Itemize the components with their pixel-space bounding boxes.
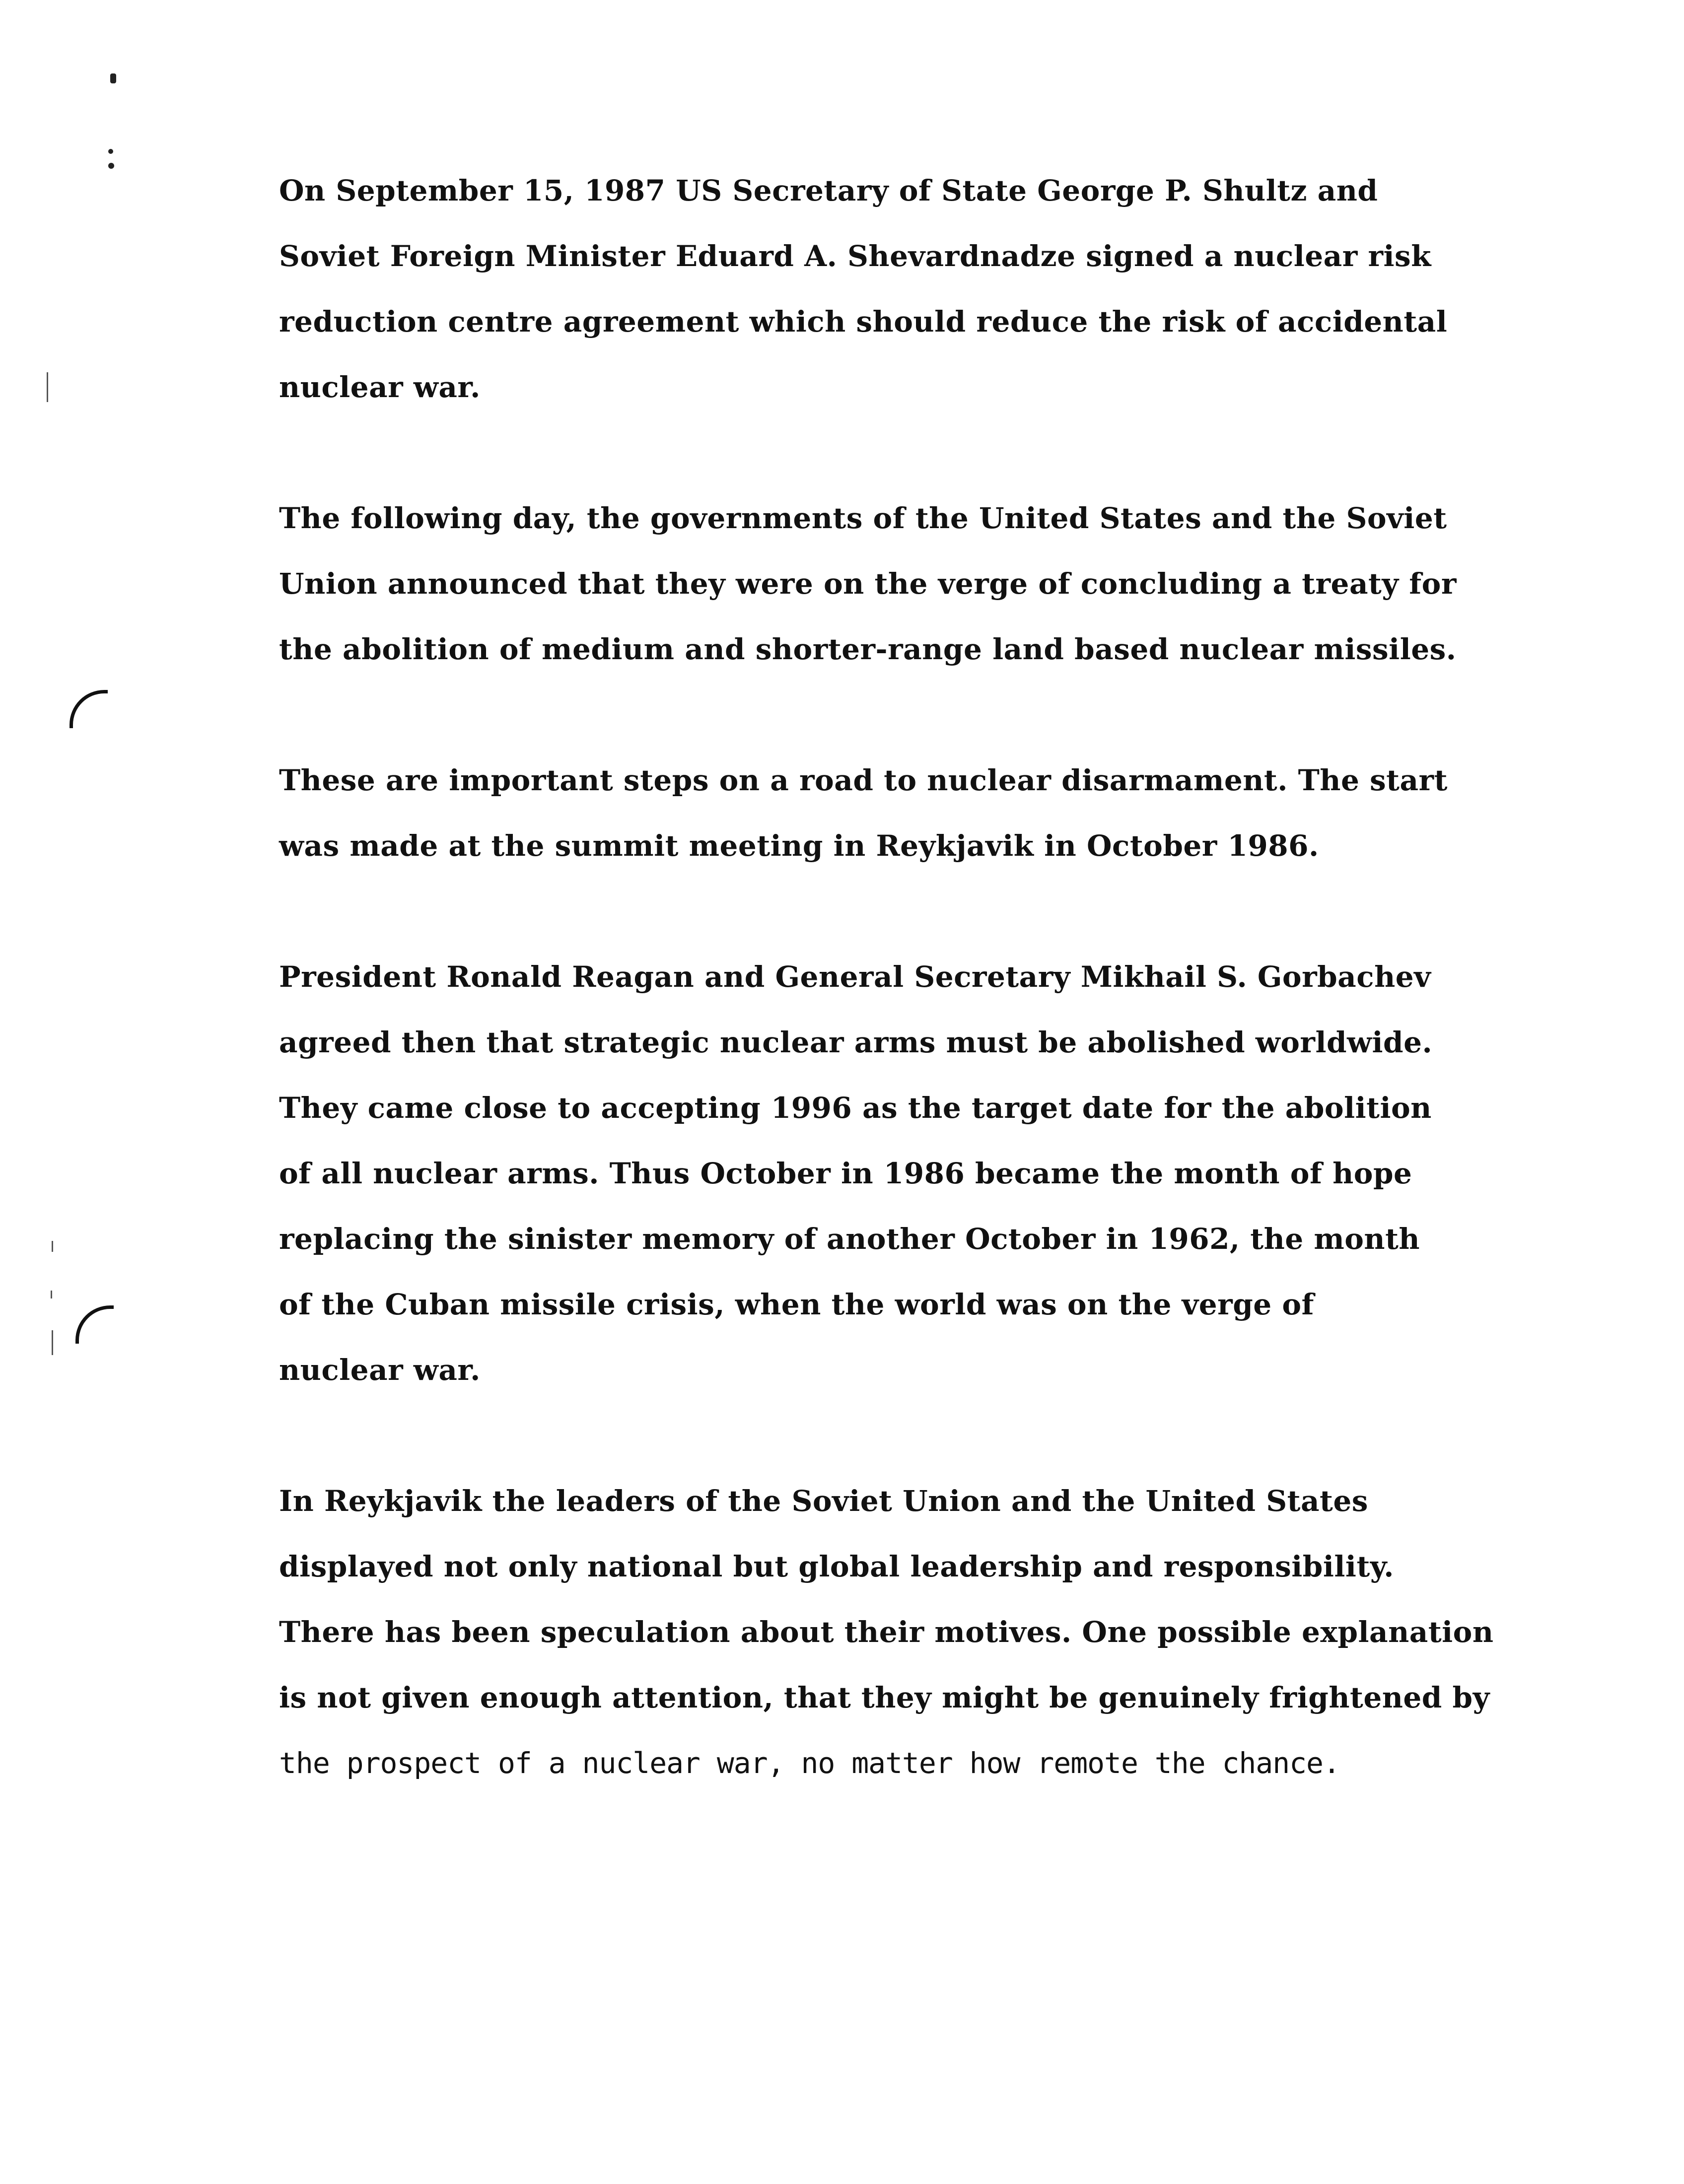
binder-hole-mark xyxy=(75,1305,114,1344)
text-line: On September 15, 1987 US Secretary of State George P. Shultz and xyxy=(279,174,1378,207)
text-line: of all nuclear arms. Thus October in 1986 became the month of hope xyxy=(279,1157,1412,1190)
paragraph xyxy=(279,748,1520,879)
text-line: the prospect of a nuclear war, no matter how remote the chance. xyxy=(279,1746,1340,1780)
text-line: agreed then that strategic nuclear arms must be abolished worldwide. xyxy=(279,1025,1433,1059)
text-line: In Reykjavik the leaders of the Soviet Union and the United States xyxy=(279,1484,1368,1518)
text-line: reduction centre agreement which should reduce the risk of accidental xyxy=(279,305,1448,339)
paragraph xyxy=(279,158,1520,420)
margin-tick xyxy=(52,1330,53,1355)
text-line: The following day, the governments of the United States and the Soviet xyxy=(279,501,1447,535)
binder-hole-mark xyxy=(70,690,108,728)
text-line: President Ronald Reagan and General Secretary Mikhail S. Gorbachev xyxy=(279,960,1431,994)
scan-speck xyxy=(108,149,113,154)
text-line: They came close to accepting 1996 as the target date for the abolition xyxy=(279,1091,1432,1125)
text-line: There has been speculation about their motives. One possible explanation xyxy=(279,1615,1494,1649)
text-line: Soviet Foreign Minister Eduard A. Shevardnadze signed a nuclear risk xyxy=(279,239,1431,273)
text-line: replacing the sinister memory of another October in 1962, the month xyxy=(279,1222,1420,1256)
margin-tick xyxy=(51,1291,52,1298)
text-line: is not given enough attention, that they might be genuinely frightened by xyxy=(279,1681,1490,1714)
text-line: displayed not only national but global leadership and responsibility. xyxy=(279,1550,1394,1583)
paragraph xyxy=(279,485,1520,682)
body-text xyxy=(279,158,1520,1861)
text-line: of the Cuban missile crisis, when the world was on the verge of xyxy=(279,1288,1314,1321)
text-line: was made at the summit meeting in Reykjavik in October 1986. xyxy=(279,829,1319,863)
margin-tick xyxy=(47,372,48,402)
paragraph xyxy=(279,1468,1520,1796)
scan-speck xyxy=(108,163,114,169)
scan-speck xyxy=(110,73,116,83)
text-line: nuclear war. xyxy=(279,1353,481,1387)
margin-tick xyxy=(52,1241,53,1252)
text-line: Union announced that they were on the verge of concluding a treaty for xyxy=(279,567,1457,601)
paragraph xyxy=(279,944,1520,1403)
text-line: These are important steps on a road to nuclear disarmament. The start xyxy=(279,763,1448,797)
text-line: nuclear war. xyxy=(279,370,481,404)
text-line: the abolition of medium and shorter-range land based nuclear missiles. xyxy=(279,632,1457,666)
